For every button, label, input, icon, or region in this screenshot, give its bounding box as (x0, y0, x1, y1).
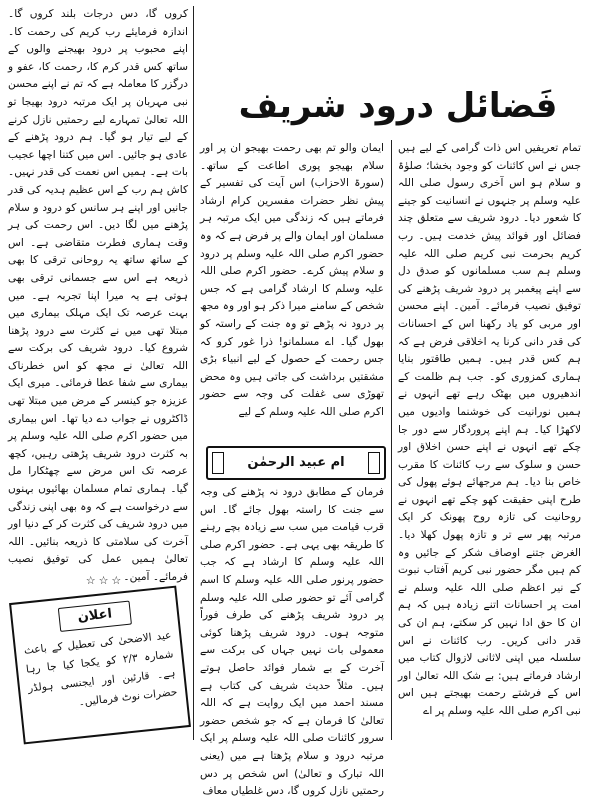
column-right-text: تمام تعریفیں اس ذات گرامی کے لیے ہیں جس نے اس کائنات کو وجود بخشا؛ صلوٰۃ و سلام ہو اس آخری رسول صلی اللہ علیہ وسلم پر جنہوں نے انسانیت کو جینے کا شعور دیا۔ درود شریف سے متعلق چند فضائل اور فوائد پیش خدمت ہیں۔ رب کریم بحرمت نبی کریم صلی اللہ علیہ وسلم ہم سب مسلمانوں کو صدق دل سے اپنے پیغمبر پر درود شریف پڑھنے کی توفیق نصیب فرمائے۔ آمین۔ اپنے محسن اور مربی کو یاد رکھنا اس کے احسانات کی قدر دانی کرنا یہ اخلاقی فرض ہے کہ ہم کس قدر ہیں۔ ہمیں طاقتور بنایا ہماری کمزوری کو۔ جب ہم ظلمت کے اندھیروں میں بھٹک رہے تھے انہوں نے ہمیں نورانیت کی خوشنما وادیوں میں لاکھڑا کیا۔ ہم اپنے پروردگار سے دور جا چکے تھے انہوں نے اپنے حسن اخلاق اور حسن و سلوک سے رب کائنات کا مقرب خاص بنا دیا۔ ہم مرجھائے ہوئے پھول کی طرح اپنی حقیقت کھو چکے تھے انہوں نے روحانیت کی تازہ روح پھونک کر ایک مرتبہ پھر سے تر و تازہ پھول کھلا دیا۔ الغرض جتنے اوصاف شکر کے جائیں وہ کم ہیں مگر حضور نبی کریم آفتاب نبوت کے نیر اعظم صلی اللہ علیہ وسلم نے امت پر احسانات اتنے زیادہ ہیں کہ ہم ان کا حق ادا نہیں کر سکتے، ہم ان کی قدر دانی کریں۔ رب کائنات نے اس سلسلہ میں اپنی لاثانی لازوال کتاب میں ارشاد فرماتے ہیں: بے شک اللہ تعالیٰ اور اس کے فرشتے رحمت بھیجتے ہیں اس نبی اکرم صلی اللہ علیہ وسلم پر اے (398, 142, 581, 717)
article-column-middle-top (200, 140, 384, 440)
article-column-middle-bottom (200, 484, 384, 798)
article-column-right (398, 140, 581, 740)
announcement-text: عید الاضحیٰ کی تعطیل کے باعث شمارہ ۲/۳ کو یکجا کیا جا رہا ہے۔ قارئین اور ایجنسی ہولڈر حضرات نوٹ فرمالیں۔ (23, 629, 178, 709)
author-name: ام عبید الرحمٰن (247, 455, 345, 470)
announcement-box (9, 586, 191, 745)
column-divider-left (193, 6, 194, 740)
column-middle-bottom-text: فرمان کے مطابق درود نہ پڑھنے کی وجہ سے جنت کا راستہ بھول جائے گا۔ اس قرب قیامت میں سب سے زیادہ بچے رہنے کا طریقہ بھی یہی ہے۔ حضور اکرم صلی اللہ علیہ وسلم کا ارشاد ہے کہ جب حضور پرنور صلی اللہ علیہ وسلم کا اسم گرامی آئے تو حضور صلی اللہ علیہ وسلم پر درود شریف پڑھنے کی طرف فوراً متوجہ ہوں۔ درود شریف پڑھنا کوئی معمولی بات نہیں جہاں کی برکت سے آخرت کے بے شمار فوائد حاصل ہوتے ہیں۔ مثلاً حدیث شریف کی کتاب ہے مسند احمد میں ایک روایت ہے کہ اللہ تعالیٰ کا فرمان ہے کہ جو شخص حضور سرور کائنات صلی اللہ علیہ وسلم پر ایک مرتبہ درود و سلام پڑھتا ہے میں (یعنی اللہ تبارک و تعالیٰ) اس شخص پر دس رحمتیں نازل کروں گا، دس غلطیاں معاف (200, 486, 384, 798)
article-title: فَضائل درود شریف (238, 86, 558, 126)
article-column-left (8, 6, 188, 583)
column-middle-top-text: ایمان والو تم بھی رحمت بھیجو ان پر اور سلام بھیجو پوری اطاعت کے ساتھ۔ (سورۃ الاحزاب) اس آیت کی تفسیر کے پیش نظر حضرات مفسرین کرام ارشاد فرماتے ہیں کہ زندگی میں ایک مرتبہ ہر مسلمان اور ایمان والے پر فرض ہے کہ وہ حضور اکرم صلی اللہ علیہ وسلم پر درود و سلام پیش کرے۔ حضور اکرم صلی اللہ علیہ وسلم کا ارشاد گرامی ہے کہ جس شخص کے سامنے میرا ذکر ہو اور وہ مجھ پر درود نہ پڑھے تو وہ جنت کے راستہ کو بھول گیا۔ اے مسلمانو! ذرا غور کرو کہ جس رحمت کے حصول کے لیے انبیاء بڑی مشقتیں برداشت کی جاتی ہیں وہ محض تھوڑی سی غفلت کی وجہ سے حضور اکرم صلی اللہ علیہ وسلم کے لیے (200, 142, 384, 418)
announcement-heading: اعلان (58, 601, 132, 632)
column-divider-right (391, 140, 392, 740)
section-end-stars: ☆☆☆ (85, 574, 125, 587)
column-left-text: کروں گا، دس درجات بلند کروں گا۔ اندازہ فرمایئے رب کریم کی رحمت کا۔ اپنے محبوب پر درود بھیجنے والوں کے ساتھ کس قدر کرم کا، رحمت کا، عفو و درگزر کا معاملہ ہے کہ تم نے اپنے محسن نبی مہربان پر ایک مرتبہ درود بھیجا تو اللہ تعالیٰ تمہارے لیے رحمتیں نازل کرنے کے لیے تیار ہو گیا۔ ہم درود پڑھنے کے عادی ہو جائیں۔ اس میں کتنا اچھا عجیب بات ہے۔ ہمیں اس نعمت کی قدر نہیں۔ کاش ہم رب کے اس عظیم ہدیہ کی قدر جانیں اور اپنے ہر سانس کو درود و سلام پڑھنے میں لگا دیں۔ اس رحمت کی ہر وقت ہماری فطرت متقاضی ہے۔ اس کے ساتھ ساتھ یہ روحانی ترقی کا بھی ذریعہ ہے اس سے جسمانی ترقی بھی ہوتی ہے یہ میرا اپنا تجربہ ہے۔ میں بہت عرصہ تک ایک مہلک بیماری میں مبتلا تھی میں نے کثرت سے درود پڑھنا شروع کیا۔ درود شریف کی برکت سے اللہ تعالیٰ نے مجھ کو اس خطرناک بیماری سے شفا عطا فرمائی۔ میری ایک عزیزہ جو کینسر کے مرض میں مبتلا تھی ڈاکٹروں نے جواب دے دیا تھا۔ اس بیماری میں حضور اکرم صلی اللہ علیہ وسلم پر بہ کثرت درود شریف پڑھتی رہیں، کچھ عرصہ تک اس مرض سے چھٹکارا مل گیا۔ ہماری تمام مسلمان بھائیوں بہنوں سے درخواست ہے کہ وہ بھی اپنی زندگی میں درود شریف کی کثرت کر کے دنیا اور آخرت کی سلامتی کا ذریعہ بنائیں۔ اللہ تعالیٰ ہمیں عمل کی توفیق نصیب فرمائے۔ آمین۔ (8, 8, 188, 583)
author-byline (206, 446, 386, 480)
